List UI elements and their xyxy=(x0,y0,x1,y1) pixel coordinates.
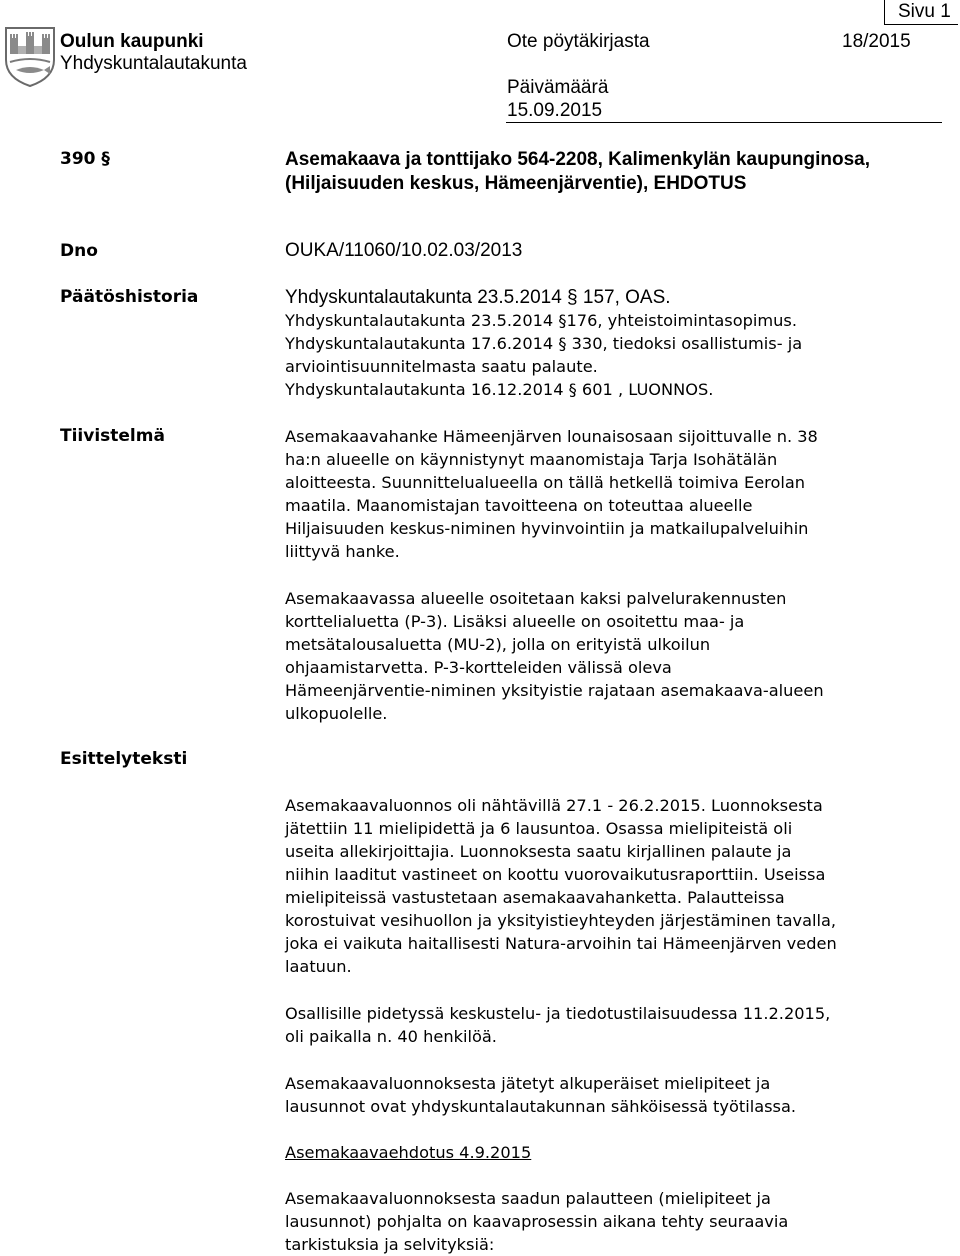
text-line: lausunnot ovat yhdyskuntalautakunnan sähköisessä työtilassa. xyxy=(285,1097,797,1116)
text-line: laatuun. xyxy=(285,957,352,976)
item-number: 390 § xyxy=(60,149,110,169)
history-line: Yhdyskuntalautakunta 16.12.2014 § 601 , LUONNOS. xyxy=(285,380,714,399)
text-line: ulkopuolelle. xyxy=(285,704,388,723)
text-line: Osallisille pidetyssä keskustelu- ja tiedotustilaisuudessa 11.2.2015, xyxy=(285,1004,831,1023)
committee-name: Yhdyskuntalautakunta xyxy=(60,53,247,74)
summary-paragraph-2 xyxy=(285,587,957,725)
history-line: Yhdyskuntalautakunta 23.5.2014 §176, yhteistoimintasopimus. xyxy=(285,311,797,330)
text-line: oli paikalla n. 40 henkilöä. xyxy=(285,1027,497,1046)
item-title: Asemakaava ja tonttijako 564-2208, Kalimenkylän kaupunginosa, (Hiljaisuuden keskus, Hämeenjärventie), EHDOTUS xyxy=(285,149,871,194)
text-line: aloitteesta. Suunnittelualueella on tällä hetkellä toimiva Eerolan xyxy=(285,473,806,492)
document-number: 18/2015 xyxy=(842,31,911,52)
text-line: tarkistuksia ja selvityksiä: xyxy=(285,1235,495,1254)
text-line: ha:n alueelle on käynnistynyt maanomistaja Tarja Isohätälän xyxy=(285,450,778,469)
text-line: metsätalousaluetta (MU-2), jolla on erityistä ulkoilun xyxy=(285,635,711,654)
presentation-label: Esittelyteksti xyxy=(60,749,188,769)
text-line: Asemakaavaluonnos oli nähtävillä 27.1 - 26.2.2015. Luonnoksesta xyxy=(285,796,823,815)
page-number: Sivu 1 xyxy=(898,1,951,22)
text-line: ohjaamistarvetta. P-3-kortteleiden välissä oleva xyxy=(285,658,672,677)
text-line: Hämeenjärventie-niminen yksityistie rajataan asemakaava-alueen xyxy=(285,681,824,700)
decision-history-label: Päätöshistoria xyxy=(60,287,199,307)
presentation-paragraph-2 xyxy=(285,1002,957,1048)
text-line: Asemakaavahanke Hämeenjärven lounaisosaan sijoittuvalle n. 38 xyxy=(285,427,818,446)
summary-paragraph-1 xyxy=(285,425,957,563)
presentation-paragraph-4 xyxy=(285,1187,957,1256)
text-line: useita allekirjoittajia. Luonnoksesta saatu kirjallinen palaute ja xyxy=(285,842,792,861)
history-line: Yhdyskuntalautakunta 17.6.2014 § 330, tiedoksi osallistumis- ja xyxy=(285,334,803,353)
text-line: Hiljaisuuden keskus-niminen hyvinvointiin ja matkailupalveluihin xyxy=(285,519,809,538)
document-type: Ote pöytäkirjasta xyxy=(507,31,650,52)
proposal-subheading: Asemakaavaehdotus 4.9.2015 xyxy=(285,1143,532,1162)
history-line: Yhdyskuntalautakunta 23.5.2014 § 157, OAS. xyxy=(285,287,671,308)
text-line: liittyvä hanke. xyxy=(285,542,400,561)
header-rule xyxy=(506,122,942,123)
history-line: arviointisuunnitelmasta saatu palaute. xyxy=(285,357,598,376)
text-line: korostuivat vesihuollon ja yksityistieyhteyden järjestäminen tavalla, xyxy=(285,911,837,930)
text-line: Asemakaavassa alueelle osoitetaan kaksi palvelurakennusten xyxy=(285,589,787,608)
text-line: niihin laaditut vastineet on koottu vuorovaikutusraporttiin. Useissa xyxy=(285,865,826,884)
organization-name: Oulun kaupunki xyxy=(60,31,204,52)
decision-history-list xyxy=(285,286,957,401)
presentation-paragraph-3 xyxy=(285,1072,957,1118)
text-line: joka ei vaikuta haitallisesti Natura-arvoihin tai Hämeenjärven veden xyxy=(285,934,837,953)
date-label: Päivämäärä xyxy=(507,77,609,98)
summary-label: Tiivistelmä xyxy=(60,426,165,446)
text-line: maatila. Maanomistajan tavoitteena on toteuttaa alueelle xyxy=(285,496,753,515)
text-line: jätettiin 11 mielipidettä ja 6 lausuntoa. Osassa mielipiteistä oli xyxy=(285,819,793,838)
dno-label: Dno xyxy=(60,241,98,261)
text-line: Asemakaavaluonnoksesta saadun palautteen (mielipiteet ja xyxy=(285,1189,771,1208)
date-value: 15.09.2015 xyxy=(507,100,603,121)
oulu-coat-of-arms-logo xyxy=(4,26,56,88)
dno-value: OUKA/11060/10.02.03/2013 xyxy=(285,240,523,261)
text-line: Asemakaavaluonnoksesta jätetyt alkuperäiset mielipiteet ja xyxy=(285,1074,771,1093)
text-line: mielipiteissä vastustetaan asemakaavahanketta. Palautteissa xyxy=(285,888,785,907)
presentation-paragraph-1 xyxy=(285,794,957,978)
text-line: korttelialuetta (P-3). Lisäksi alueelle on osoitettu maa- ja xyxy=(285,612,745,631)
text-line: lausunnot) pohjalta on kaavaprosessin aikana tehty seuraavia xyxy=(285,1212,789,1231)
